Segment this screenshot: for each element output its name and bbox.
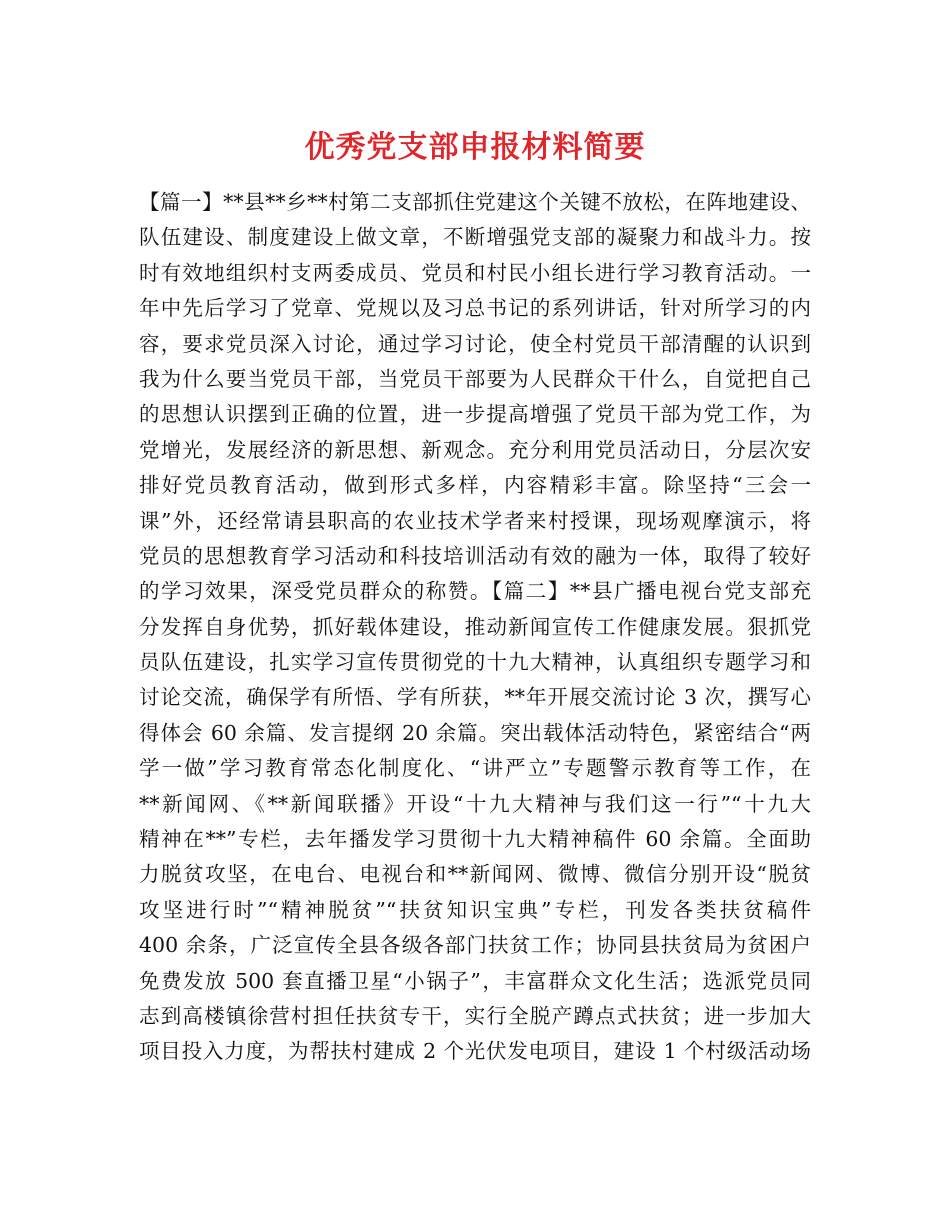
body-line: 党增光，发展经济的新思想、新观念。充分利用党员活动日，分层次安 — [139, 437, 811, 462]
body-line: 党员的思想教育学习活动和科技培训活动有效的融为一体，取得了较好 — [139, 543, 811, 568]
body-line: 的学习效果，深受党员群众的称赞。【篇二】**县广播电视台党支部充 — [139, 579, 811, 604]
body-line: 员队伍建设，扎实学习宣传贯彻党的十九大精神，认真组织专题学习和 — [139, 650, 811, 675]
body-line: 年中先后学习了党章、党规以及习总书记的系列讲话，针对所学习的内 — [139, 296, 811, 321]
body-line: 学一做”学习教育常态化制度化、“讲严立”专题警示教育等工作，在 — [139, 756, 811, 781]
body-line: 分发挥自身优势，抓好载体建设，推动新闻宣传工作健康发展。狠抓党 — [139, 614, 811, 639]
body-line: 攻坚进行时”“精神脱贫”“扶贫知识宝典”专栏，刊发各类扶贫稿件 — [139, 897, 811, 922]
body-line: 排好党员教育活动，做到形式多样，内容精彩丰富。除坚持“三会一 — [139, 473, 811, 498]
body-line: 课”外，还经常请县职高的农业技术学者来村授课，现场观摩演示，将 — [139, 508, 811, 533]
body-line: 得体会 60 余篇、发言提纲 20 余篇。突出载体活动特色，紧密结合“两 — [139, 720, 811, 745]
body-line: 时有效地组织村支两委成员、党员和村民小组长进行学习教育活动。一 — [139, 260, 811, 285]
body-line: 讨论交流，确保学有所悟、学有所获，**年开展交流讨论 3 次，撰写心 — [139, 685, 811, 710]
body-line: 免费发放 500 套直播卫星“小锅子”，丰富群众文化生活；选派党员同 — [139, 968, 811, 993]
document-body — [139, 185, 811, 1070]
body-line: 容，要求党员深入讨论，通过学习讨论，使全村党员干部清醒的认识到 — [139, 331, 811, 356]
body-line: 我为什么要当党员干部，当党员干部要为人民群众干什么，自觉把自己 — [139, 366, 811, 391]
body-line: 志到高楼镇徐营村担任扶贫专干，实行全脱产蹲点式扶贫；进一步加大 — [139, 1003, 811, 1028]
body-line: 【篇一】**县**乡**村第二支部抓住党建这个关键不放松，在阵地建设、 — [139, 190, 811, 214]
body-line: 400 余条，广泛宣传全县各级各部门扶贫工作；协同县扶贫局为贫困户 — [139, 933, 811, 958]
body-line: 队伍建设、制度建设上做文章，不断增强党支部的凝聚力和战斗力。按 — [139, 225, 811, 250]
body-line: 力脱贫攻坚，在电台、电视台和**新闻网、微博、微信分别开设“脱贫 — [139, 862, 811, 887]
body-line: 的思想认识摆到正确的位置，进一步提高增强了党员干部为党工作，为 — [139, 402, 811, 427]
document-title: 优秀党支部申报材料简要 — [304, 130, 646, 165]
body-line: **新闻网、《**新闻联播》开设“十九大精神与我们这一行”“十九大 — [139, 791, 811, 816]
body-line: 项目投入力度，为帮扶村建成 2 个光伏发电项目，建设 1 个村级活动场 — [139, 1039, 811, 1064]
body-line: 精神在**”专栏，去年播发学习贯彻十九大精神稿件 60 余篇。全面助 — [139, 827, 811, 852]
